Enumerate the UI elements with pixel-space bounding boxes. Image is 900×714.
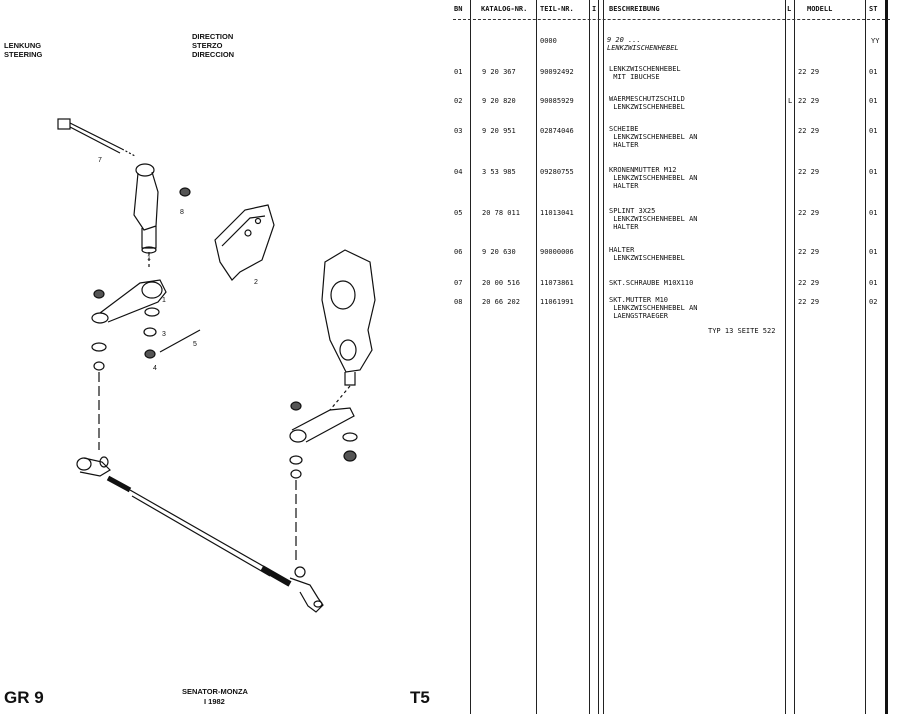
nut-8-drawing [180,188,190,196]
row-modell: 22 29 [798,209,820,217]
row-teil: 90092492 [540,68,574,76]
row-bn: 03 [454,127,463,135]
callout-4: 4 [153,365,157,372]
bolt-7-drawing [58,119,135,156]
model-label: SENATOR-MONZA [182,687,248,696]
row-teil: 11013041 [540,209,574,217]
row-katalog: 9 20 820 [482,97,516,105]
col-divider [603,0,604,714]
row-modell: 22 29 [798,97,820,105]
row-modell: 22 29 [798,68,820,76]
row-bn: 05 [454,209,463,217]
row-katalog: 20 66 202 [482,298,520,306]
group-label: GR 9 [4,688,44,707]
row-st: 01 [869,97,878,105]
col-divider [598,0,599,714]
group-teil: 0000 [540,37,557,45]
callout-1-lower: 1 [162,297,166,304]
row-katalog: 20 00 516 [482,279,520,287]
row-st: 01 [869,279,878,287]
col-divider [589,0,590,714]
row-description: SKT.SCHRAUBE M10X110 [609,279,694,287]
row-st: 01 [869,127,878,135]
page-label: T5 [410,688,430,707]
callout-5: 5 [193,341,197,348]
row-bn: 04 [454,168,463,176]
right-arm-drawing [290,402,357,560]
callout-3: 3 [162,331,166,338]
row-st: 02 [869,298,878,306]
row-katalog: 9 20 630 [482,248,516,256]
row-teil: 90000006 [540,248,574,256]
group-description: 9 20 ... LENKZWISCHENHEBEL [607,36,679,52]
row-description: KRONENMUTTER M12 LENKZWISCHENHEBEL AN HALTER [609,166,698,190]
header-beschreibung: BESCHREIBUNG [609,5,660,13]
typ-page-reference: TYP 13 SEITE 522 [708,327,776,335]
row-st: 01 [869,209,878,217]
row-l: L [788,97,793,105]
heading-lenkung: LENKUNG [4,41,42,50]
tie-rod-drawing [77,457,323,612]
header-modell: MODELL [807,5,833,13]
col-divider [865,0,866,714]
date-label: I 1982 [204,697,225,706]
callout-2: 2 [254,279,258,286]
row-teil: 11073861 [540,279,574,287]
header-rule [453,19,890,20]
callout-1-upper: 1 [147,255,151,262]
row-description: SPLINT 3X25 LENKZWISCHENHEBEL AN HALTER [609,207,698,231]
heat-shield-drawing [215,205,274,280]
callout-8: 8 [180,209,184,216]
row-modell: 22 29 [798,279,820,287]
col-divider [536,0,537,714]
row-bn: 07 [454,279,463,287]
row-description: HALTER LENKZWISCHENHEBEL [609,246,685,262]
row-teil: 90085929 [540,97,574,105]
row-description: SKT.MUTTER M10 LENKZWISCHENHEBEL AN LAENGSTRAEGER [609,296,698,320]
row-modell: 22 29 [798,168,820,176]
header-katalog: KATALOG-NR. [481,5,528,13]
idler-arm-upper-drawing [134,164,158,270]
row-teil: 02874046 [540,127,574,135]
row-teil: 11061991 [540,298,574,306]
row-st: 01 [869,248,878,256]
heading-direction: DIRECTION [192,32,234,41]
col-divider [794,0,795,714]
row-st: 01 [869,68,878,76]
row-modell: 22 29 [798,127,820,135]
col-divider [885,0,888,714]
row-description: SCHEIBE LENKZWISCHENHEBEL AN HALTER [609,125,698,149]
header-teil: TEIL-NR. [540,5,574,13]
header-bn: BN [454,5,463,13]
row-bn: 06 [454,248,463,256]
row-bn: 01 [454,68,463,76]
idler-arm-bracket-drawing [92,280,200,450]
row-bn: 08 [454,298,463,306]
steering-knuckle-drawing [322,250,375,410]
col-divider [470,0,471,714]
col-divider [785,0,786,714]
heading-steering: STEERING [4,50,43,59]
row-katalog: 3 53 985 [482,168,516,176]
row-katalog: 20 78 011 [482,209,520,217]
header-i: I [592,5,597,13]
row-modell: 22 29 [798,298,820,306]
callout-7: 7 [98,157,102,164]
header-l: L [787,5,792,13]
row-katalog: 9 20 367 [482,68,516,76]
row-description: LENKZWISCHENHEBEL MIT IBUCHSE [609,65,681,81]
row-bn: 02 [454,97,463,105]
header-st: ST [869,5,878,13]
row-katalog: 9 20 951 [482,127,516,135]
row-teil: 09280755 [540,168,574,176]
row-description: WAERMESCHUTZSCHILD LENKZWISCHENHEBEL [609,95,685,111]
row-st: 01 [869,168,878,176]
row-modell: 22 29 [798,248,820,256]
heading-direccion: DIRECCION [192,50,235,59]
group-st: YY [871,37,880,45]
heading-sterzo: STERZO [192,41,223,50]
